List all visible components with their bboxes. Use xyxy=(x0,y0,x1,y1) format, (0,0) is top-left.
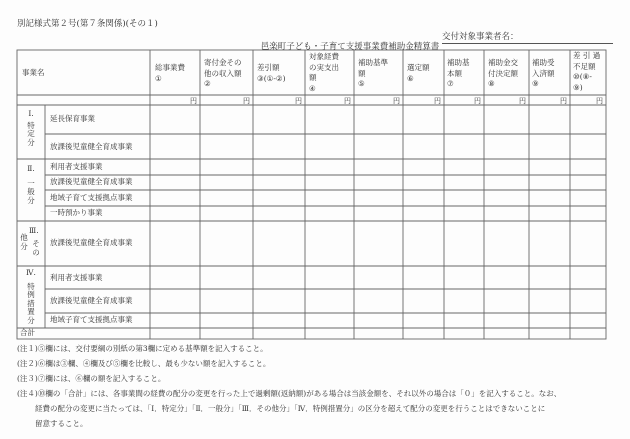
unit-col-2: 円 xyxy=(243,97,250,105)
unit-col-8: 円 xyxy=(519,97,526,105)
header-col-9: 補助受 入済額 ⑨ xyxy=(532,58,555,88)
row-label: 放課後児童健全育成事業 xyxy=(50,296,133,305)
unit-col-10: 円 xyxy=(596,97,603,105)
row-label: 利用者支援事業 xyxy=(50,273,103,282)
unit-col-6: 円 xyxy=(434,97,441,105)
section-3-label-col1: 他 分 xyxy=(20,233,28,251)
row-label: 放課後児童健全育成事業 xyxy=(50,142,133,151)
form-number: 別記様式第２号(第７条関係)(その１) xyxy=(17,19,158,29)
row-label: 放課後児童健全育成事業 xyxy=(50,238,133,247)
section-1-label: Ⅰ. 特 定 分 xyxy=(27,109,35,147)
section-3-number: Ⅲ. xyxy=(29,226,39,235)
header-col-1: 総事業費 ① xyxy=(155,63,185,83)
header-col-8: 補助金交 付決定額 ⑧ xyxy=(488,58,518,88)
unit-col-7: 円 xyxy=(474,97,481,105)
note-3: (注３)⑦欄には、⑥欄の額を記入すること。 xyxy=(17,374,166,383)
unit-col-3: 円 xyxy=(295,97,302,105)
header-col-6: 選定額 ⑥ xyxy=(407,63,430,83)
unit-col-4: 円 xyxy=(344,97,351,105)
unit-col-1: 円 xyxy=(190,97,197,105)
note-4-cont-1: 経費の配分の変更に当たっては、「Ⅰ．特定分」「Ⅱ．一般分」「Ⅲ．その他分」「Ⅳ．特例措置分」の区分を超えて配分の変更を行うことはできないことに xyxy=(35,404,546,413)
unit-col-5: 円 xyxy=(393,97,400,105)
header-col-10: 差 引 過 不足額 ⑩(⑧- ⑨) xyxy=(573,51,601,92)
section-4-label: Ⅳ. 特 例 措 置 分 xyxy=(26,268,36,325)
total-label: 合計 xyxy=(20,328,35,337)
row-label: 地域子育て支援拠点事業 xyxy=(50,193,133,202)
header-col-7: 補助基 本額 ⑦ xyxy=(447,58,470,88)
header-col-2: 寄付金その 他の収入額 ② xyxy=(204,58,242,88)
header-col-3: 差引額 ③(①-②) xyxy=(257,63,286,83)
unit-col-9: 円 xyxy=(560,97,567,105)
section-3-label-col2: そ の xyxy=(32,239,40,257)
document-title: 邑楽町子ども・子育て支援事業費補助金精算書 xyxy=(260,42,440,52)
row-label: 地域子育て支援拠点事業 xyxy=(50,315,133,324)
note-1: (注１)⑤欄には、交付要綱の別紙の第3欄に定める基準額を記入すること。 xyxy=(17,344,268,353)
note-4: (注４)⑩欄の「合計」には、各事業間の経費の配分の変更を行った上で過剰額(返納額)がある場合は当該金額を、それ以外の場合は「０」を記入すること。なお、 xyxy=(17,389,562,398)
header-col-5: 補助基準 額 ⑤ xyxy=(358,58,388,88)
header-col-4: 対象経費 の実支出 額 ④ xyxy=(309,52,339,93)
note-2: (注２)⑥欄は③欄、④欄及び⑤欄を比較し、最も少ない額を記入すること。 xyxy=(17,359,271,368)
row-label: 延長保育事業 xyxy=(50,114,95,123)
header-project-name: 事業名 xyxy=(22,68,45,77)
row-label: 一時預かり事業 xyxy=(50,208,103,217)
recipient-name-field[interactable]: 交付対象事業者名： xyxy=(442,30,613,44)
note-4-cont-2: 留意すること。 xyxy=(35,419,88,428)
row-label: 放課後児童健全育成事業 xyxy=(50,177,133,186)
row-label: 利用者支援事業 xyxy=(50,162,103,171)
section-2-label: Ⅱ. 一 般 分 xyxy=(27,164,35,205)
